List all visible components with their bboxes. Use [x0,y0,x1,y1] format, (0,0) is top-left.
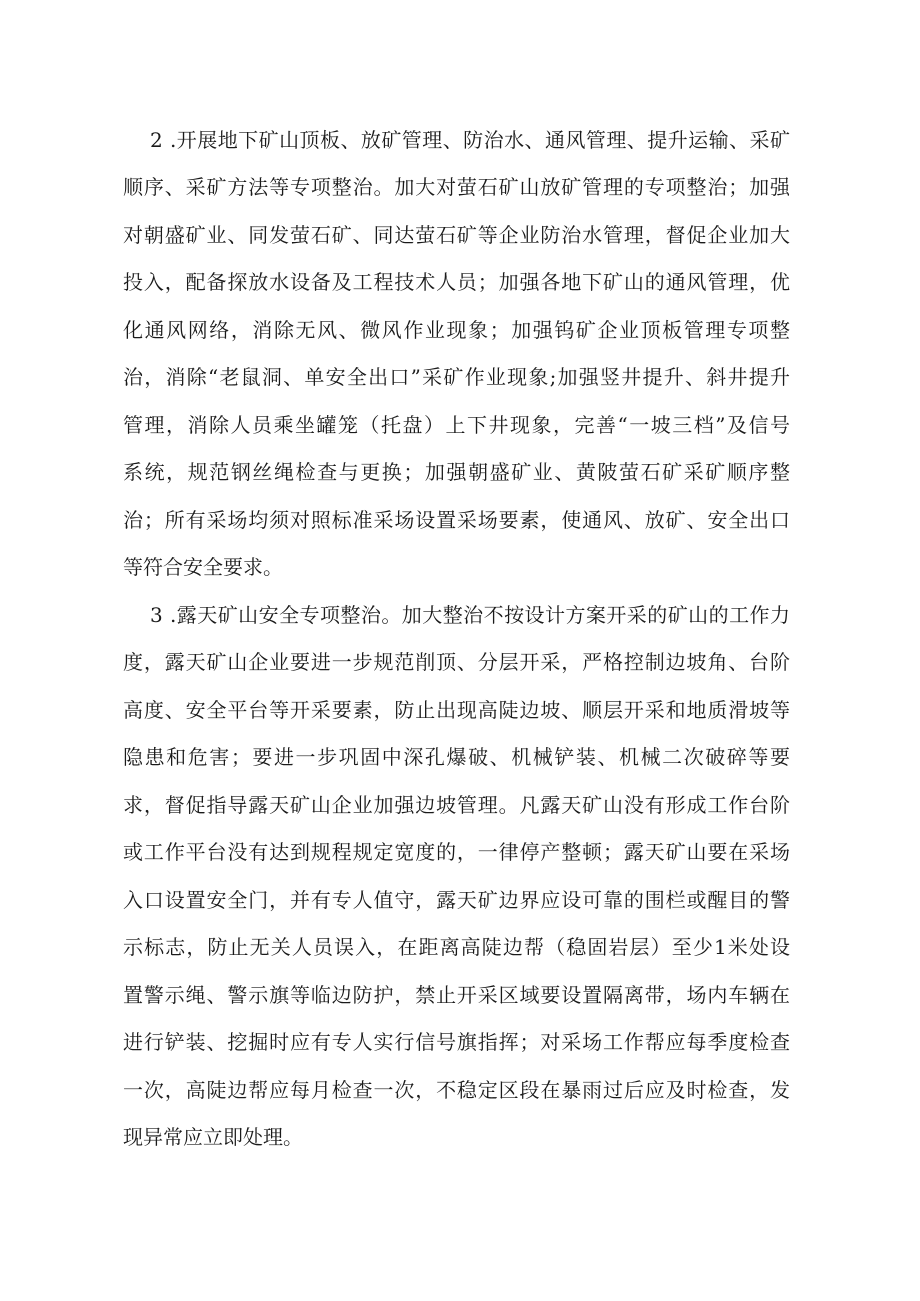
paragraph-3-line-8: 示标志，防止无关人员误入，在距离高陡边帮（稳固岩层）至少1米处设 [123,935,792,959]
paragraph-2-line-1: 2 .开展地下矿山顶板、放矿管理、防治水、通风管理、提升运输、采矿 [150,128,791,152]
paragraph-3-line-1: 3 .露天矿山安全专项整治。加大整治不按设计方案开采的矿山的工作力 [150,603,791,627]
paragraph-3-line-10: 进行铲装、挖掘时应有专人实行信号旗指挥；对采场工作帮应每季度检查 [123,1030,791,1054]
paragraph-3-line-11: 一次，高陡边帮应每月检查一次，不稳定区段在暴雨过后应及时检查，发 [123,1078,791,1102]
paragraph-2-line-9: 治；所有采场均须对照标准采场设置采场要素，使通风、放矿、安全出口 [123,508,791,532]
paragraph-2-line-5: 化通风网络，消除无风、微风作业现象；加强钨矿企业顶板管理专项整 [123,318,792,342]
paragraph-2-line-6: 治，消除“老鼠洞、单安全出口”采矿作业现象;加强竖井提升、斜井提升 [123,365,792,389]
paragraph-2-line-3: 对朝盛矿业、同发萤石矿、同达萤石矿等企业防治水管理，督促企业加大 [123,223,791,247]
paragraph-3-line-5: 求，督促指导露天矿山企业加强边坡管理。凡露天矿山没有形成工作台阶 [123,793,791,817]
paragraph-2-line-10: 等符合安全要求。 [123,555,283,579]
paragraph-3-line-4: 隐患和危害；要进一步巩固中深孔爆破、机械铲装、机械二次破碎等要 [123,745,792,769]
paragraph-3-line-2: 度，露天矿山企业要进一步规范削顶、分层开采，严格控制边坡角、台阶 [123,650,791,674]
paragraph-2-line-8: 系统，规范钢丝绳检查与更换；加强朝盛矿业、黄陂萤石矿采矿顺序整 [123,460,792,484]
paragraph-3-line-6: 或工作平台没有达到规程规定宽度的，一律停产整顿；露天矿山要在采场 [123,840,791,864]
paragraph-2-line-7: 管理，消除人员乘坐罐笼（托盘）上下井现象，完善“一坡三档”及信号 [123,413,792,437]
paragraph-2-line-2: 顺序、采矿方法等专项整治。加大对萤石矿山放矿管理的专项整治；加强 [123,175,791,199]
paragraph-3-line-12: 现异常应立即处理。 [123,1125,303,1149]
paragraph-3-line-3: 高度、安全平台等开采要素，防止出现高陡边坡、顺层开采和地质滑坡等 [123,698,791,722]
paragraph-3-line-9: 置警示绳、警示旗等临边防护，禁止开采区域要设置隔离带，场内车辆在 [123,983,791,1007]
paragraph-3-line-7: 入口设置安全门，并有专人值守，露天矿边界应设可靠的围栏或醒目的警 [123,888,791,912]
paragraph-2-line-4: 投入，配备探放水设备及工程技术人员；加强各地下矿山的通风管理，优 [123,270,791,294]
